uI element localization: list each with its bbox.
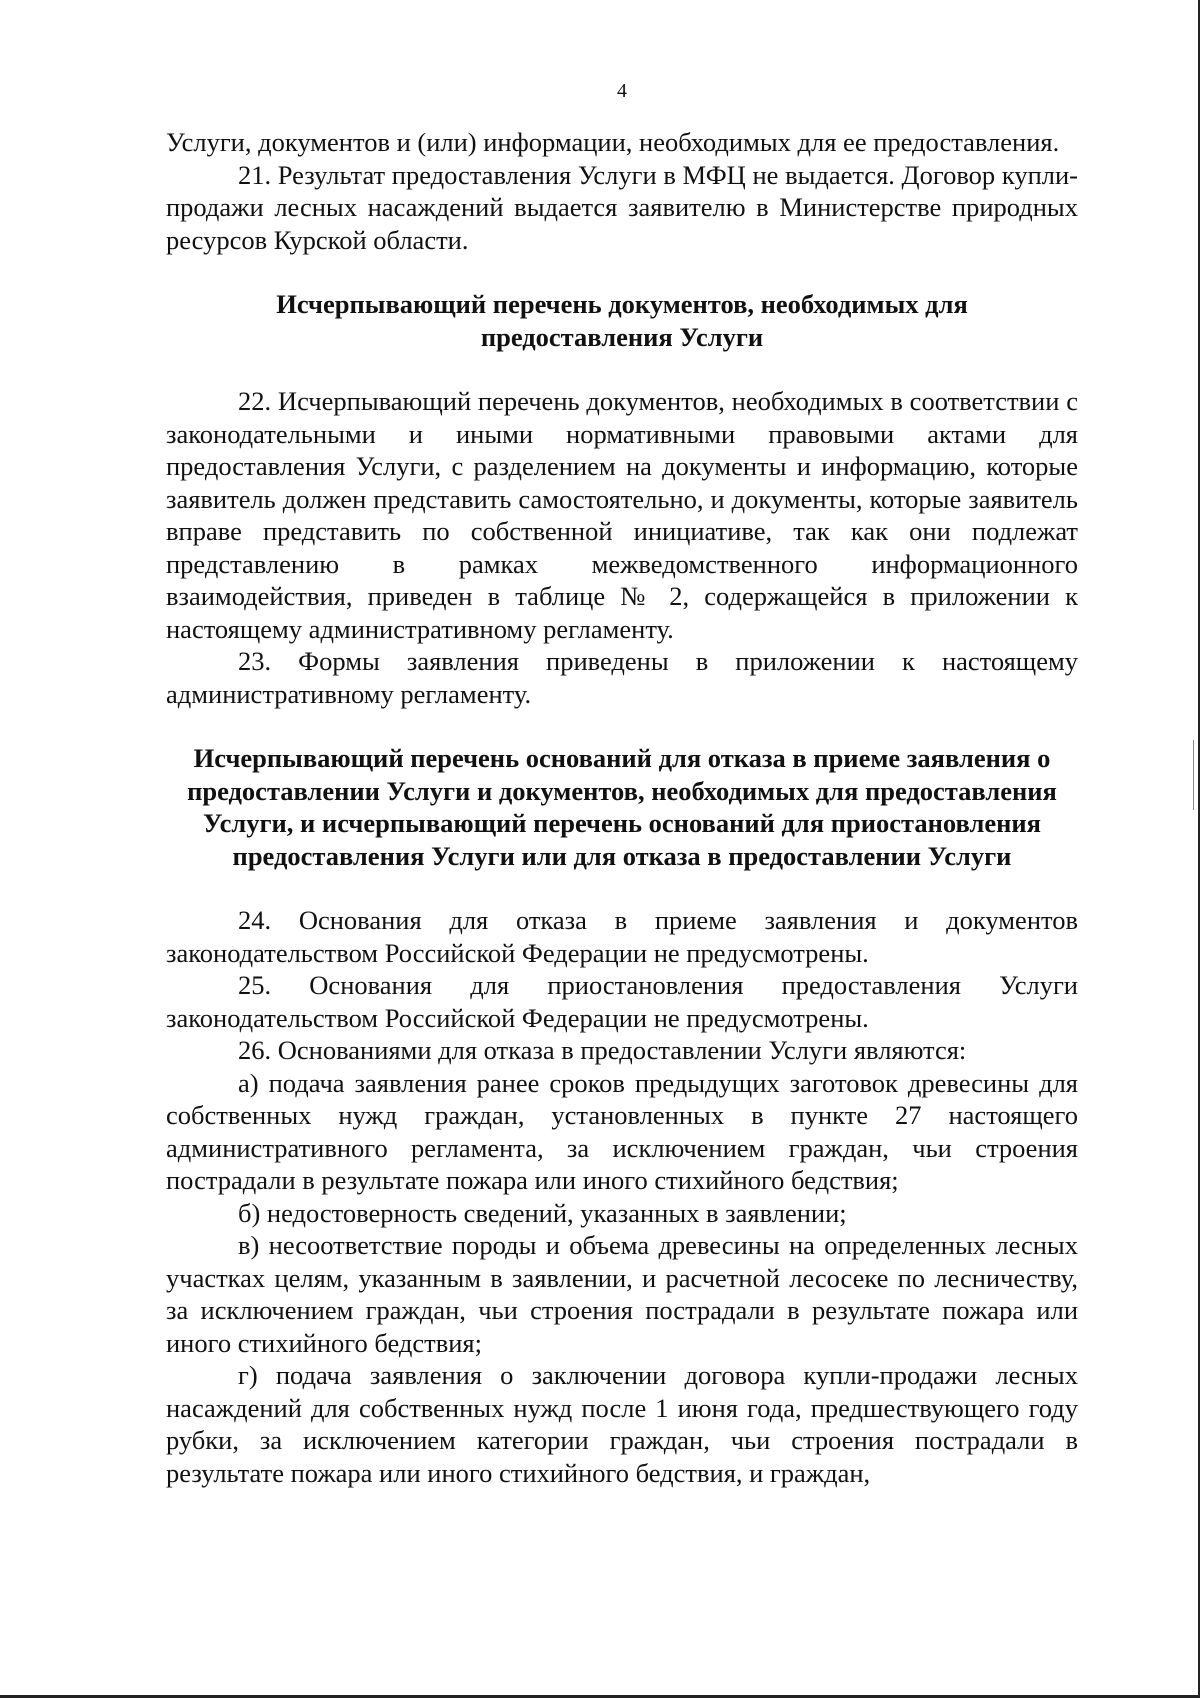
- list-item-g: г) подача заявления о заключении договора купли-продажи лесных насаждений для собственных нужд после 1 июня года, предшествующего году рубки, за исключением категории граждан, чьи строения пострадали в результате пожара или иного стихийного бедствия, и граждан,: [166, 1360, 1078, 1488]
- list-item-a: а) подача заявления ранее сроков предыдущих заготовок древесины для собственных нужд граждан, установленных в пункте 27 настоящего административного регламента, за исключением граждан, чьи строения пострадали в результате пожара или иного стихийного бедствия;: [166, 1067, 1078, 1195]
- list-item-v: в) несоответствие породы и объема древесины на определенных лесных участках целям, указанным в заявлении, и расчетной лесосеке по лесничеству, за исключением граждан, чьи строения пострадали в результате пожара или иного стихийного бедствия;: [166, 1230, 1078, 1358]
- section-heading-refusal-grounds: Исчерпывающий перечень оснований для отказа в приеме заявления о предоставлении Услуги и документов, необходимых для предоставления Услуги, и исчерпывающий перечень оснований для приостановления предоставления Услуги или для отказа в предоставлении Услуги: [187, 743, 1057, 871]
- section-heading-documents: Исчерпывающий перечень документов, необходимых для предоставления Услуги: [276, 289, 968, 352]
- paragraph-continuation: Услуги, документов и (или) информации, необходимых для ее предоставления.: [166, 127, 1060, 157]
- document-body: [166, 126, 1078, 1489]
- paragraph-23: 23. Формы заявления приведены в приложении к настоящему административному регламенту.: [166, 646, 1078, 709]
- paragraph-26: 26. Основаниями для отказа в предоставлении Услуги являются:: [238, 1035, 967, 1065]
- paragraph-24: 24. Основания для отказа в приеме заявления и документов законодательством Российской Федерации не предусмотрены.: [166, 905, 1078, 968]
- paragraph-22: 22. Исчерпывающий перечень документов, необходимых в соответствии с законодательными и иными нормативными правовыми актами для предоставления Услуги, с разделением на документы и информацию, которые заявитель должен представить самостоятельно, и документы, которые заявитель вправе представить по собственной инициативе, так как они подлежат представлению в рамках межведомственного информационного взаимодействия, приведен в таблице № 2, содержащейся в приложении к настоящему административному регламенту.: [166, 386, 1078, 644]
- paragraph-21: 21. Результат предоставления Услуги в МФЦ не выдается. Договор купли-продажи лесных насаждений выдается заявителю в Министерстве природных ресурсов Курской области.: [166, 159, 1078, 255]
- scan-edge-mark: [1193, 740, 1194, 810]
- page-number: 4: [617, 80, 627, 102]
- list-item-b: б) недостоверность сведений, указанных в заявлении;: [238, 1197, 847, 1228]
- paragraph-25: 25. Основания для приостановления предоставления Услуги законодательством Российской Федерации не предусмотрены.: [166, 970, 1078, 1033]
